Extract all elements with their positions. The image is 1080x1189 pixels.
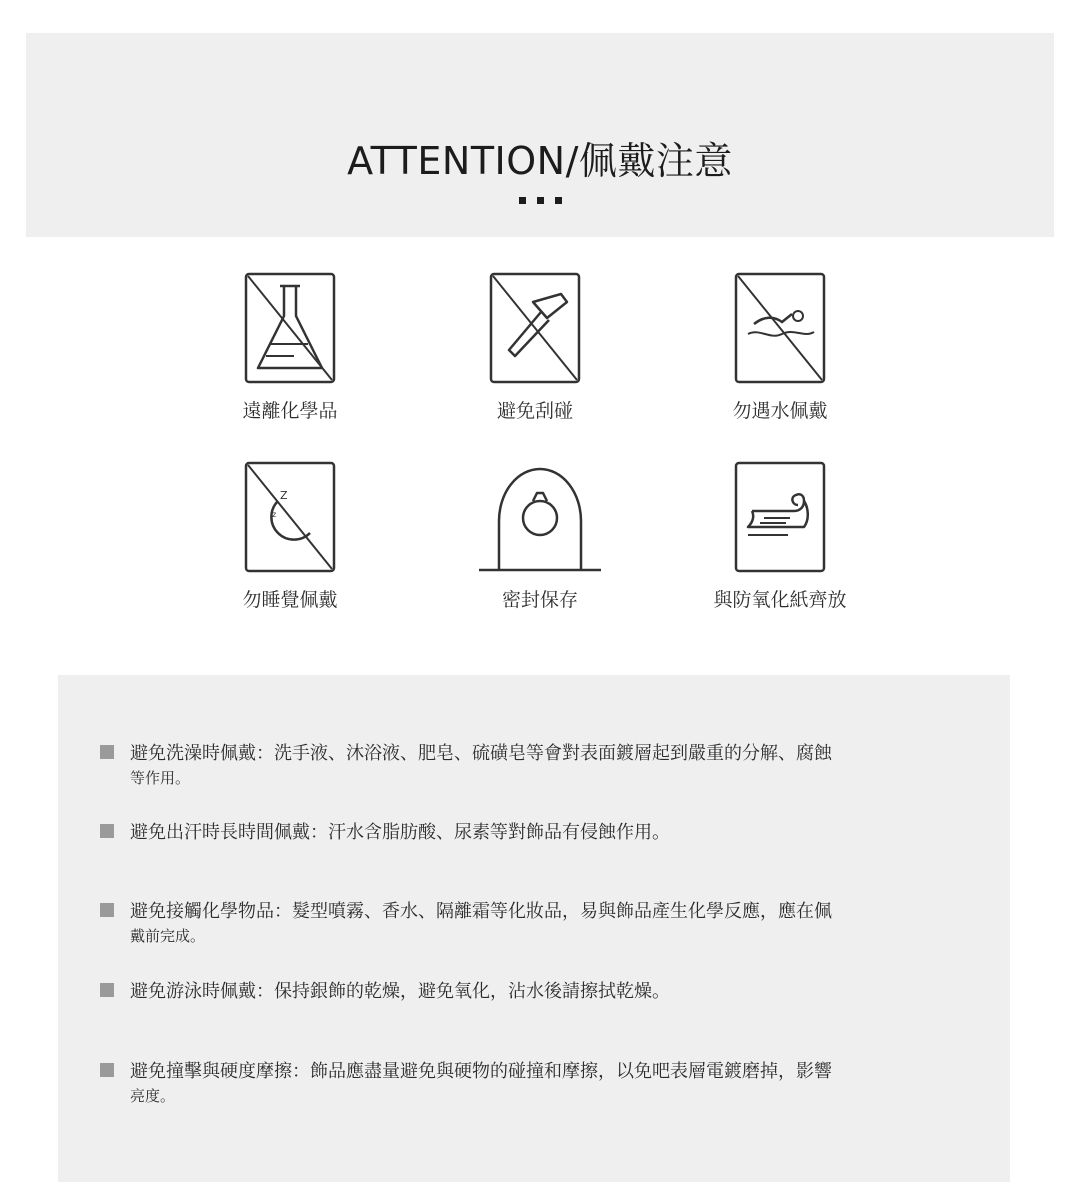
icon-item-sleeping xyxy=(170,461,410,612)
icon-item-sealed xyxy=(420,461,660,612)
note-item xyxy=(100,741,930,791)
icon-label: 遠離化學品 xyxy=(242,400,338,422)
no-sleeping-icon xyxy=(244,461,336,573)
bullet-square-icon xyxy=(100,824,114,838)
note-line: 等作用。 xyxy=(130,769,191,787)
icon-label: 與防氧化紙齊放 xyxy=(713,589,847,611)
icon-label: 勿遇水佩戴 xyxy=(732,400,828,422)
note-line: 戴前完成。 xyxy=(130,927,206,945)
icon-item-chemicals xyxy=(170,272,410,423)
page-title: ATTENTION/佩戴注意 xyxy=(347,139,733,183)
note-item xyxy=(100,899,930,949)
bullet-square-icon xyxy=(100,1063,114,1077)
note-item xyxy=(100,979,930,1004)
note-line: 避免接觸化學物品：髮型噴霧、香水、隔離霜等化妝品，易與飾品產生化學反應，應在佩 xyxy=(130,901,832,922)
note-item xyxy=(100,820,930,845)
no-hammer-icon xyxy=(489,272,581,384)
note-line: 避免出汗時長時間佩戴：汗水含脂肪酸、尿素等對飾品有侵蝕作用。 xyxy=(130,822,670,843)
no-chemicals-icon xyxy=(244,272,336,384)
note-line: 避免洗澡時佩戴：洗手液、沐浴液、肥皂、硫磺皂等會對表面鍍層起到嚴重的分解、腐蝕 xyxy=(130,743,832,764)
bullet-square-icon xyxy=(100,903,114,917)
icon-label: 避免刮碰 xyxy=(496,400,573,422)
note-line: 避免撞擊與硬度摩擦：飾品應盡量避免與硬物的碰撞和摩擦，以免吧表層電鍍磨掉，影響 xyxy=(130,1061,832,1082)
icon-label: 密封保存 xyxy=(501,589,578,611)
svg-text:Z: Z xyxy=(280,489,288,502)
note-line: 避免游泳時佩戴：保持銀飾的乾燥，避免氧化，沾水後請擦拭乾燥。 xyxy=(130,981,670,1002)
icon-label: 勿睡覺佩戴 xyxy=(242,589,338,611)
icon-item-paper xyxy=(660,461,900,612)
anti-oxidation-paper-icon xyxy=(734,461,826,573)
sealed-ring-icon xyxy=(479,461,601,573)
icon-item-hammer xyxy=(415,272,655,423)
icon-item-swimming xyxy=(660,272,900,423)
bullet-square-icon xyxy=(100,983,114,997)
note-line: 亮度。 xyxy=(130,1087,176,1105)
note-item xyxy=(100,1059,930,1109)
svg-text:z: z xyxy=(272,510,277,519)
no-swimming-icon xyxy=(734,272,826,384)
bullet-square-icon xyxy=(100,745,114,759)
